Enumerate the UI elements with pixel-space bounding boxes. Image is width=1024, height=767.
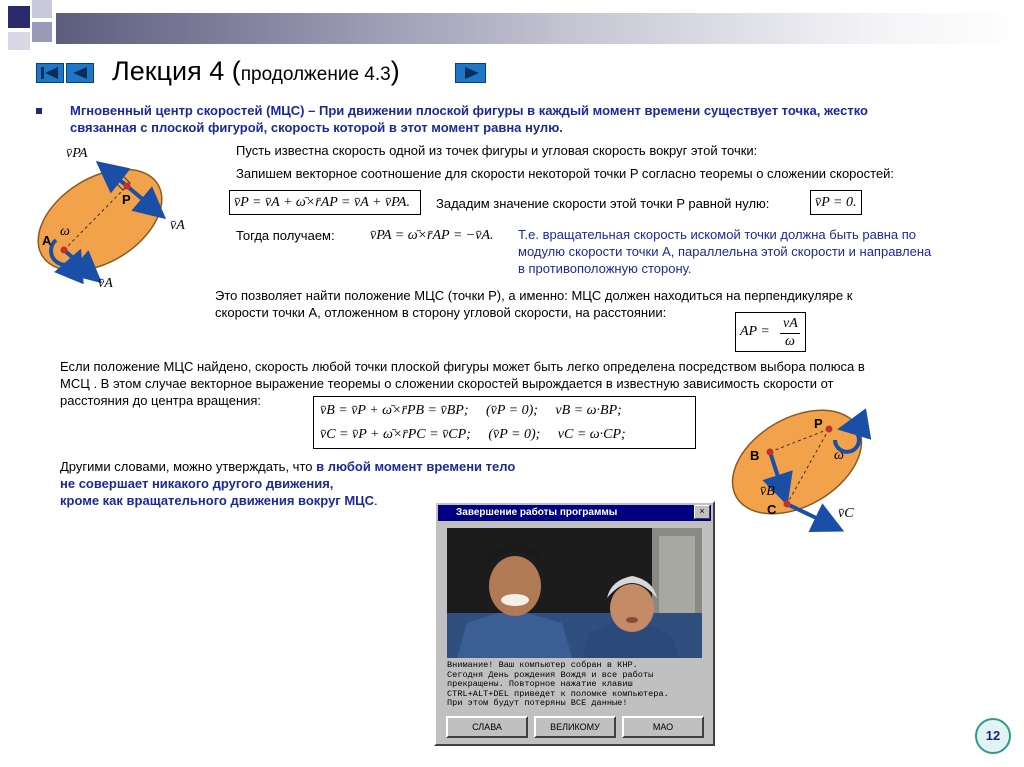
definition-line2: связанная с плоской фигурой, скорость которой в этот момент равна нулю.: [70, 120, 563, 135]
fig2-label-P: P: [814, 416, 823, 431]
para-then-we-get: Тогда получаем:: [236, 228, 335, 243]
fig1-label-omega: ω: [60, 224, 70, 239]
next-slide-button[interactable]: [455, 63, 486, 83]
para-explain-line2: модулю скорости точки А, параллельна этой скорости и направлена: [518, 244, 932, 259]
fig1-label-vPA: v̄PA: [66, 146, 88, 161]
dialog-button-mao[interactable]: МАО: [622, 716, 704, 738]
left-arrow-icon: [67, 64, 93, 82]
prev-slide-button[interactable]: [66, 63, 94, 83]
para-known-velocity: Пусть известна скорость одной из точек фигуры и угловая скорость вокруг этой точки:: [236, 143, 758, 158]
bullet-icon: [36, 108, 42, 114]
dialog-button-great[interactable]: ВЕЛИКОМУ: [534, 716, 616, 738]
fig1-label-A: A: [42, 233, 52, 248]
formula-ap-distance: AP = vA ω: [735, 312, 806, 352]
para-mcs-position-line1: Это позволяет найти положение МЦС (точки P), а именно: МЦС должен находиться на перпендикуляре к: [215, 288, 853, 303]
fig2-label-vC: v̄C: [838, 506, 854, 521]
para-any-point-line2: МСЦ . В этом случае векторное выражение теоремы о сложении скоростей вырождается в известную зависимость скорости от: [60, 376, 834, 391]
para-set-zero: Зададим значение скорости этой точки P равной нулю:: [436, 196, 770, 211]
definition-line1: Мгновенный центр скоростей (МЦС) – При движении плоской фигуры в каждый момент времени существует точка, жестко: [70, 103, 868, 118]
fig2-label-omega: ω: [834, 448, 844, 463]
shutdown-dialog: [434, 501, 715, 746]
para-vector-relation: Запишем векторное соотношение для скорости некоторой точки P согласно теоремы о сложении скоростей:: [236, 166, 895, 181]
definition-term: Мгновенный центр скоростей (МЦС) –: [70, 103, 316, 118]
fig2-label-C: C: [767, 502, 777, 517]
page-number: 12: [975, 718, 1011, 754]
formula-vb: v̄B = v̄P + ω̄×r̄PB = v̄BP; (v̄P = 0); vB = ω·BP;: [320, 403, 622, 418]
dialog-title-bar: [438, 505, 711, 521]
formula-vpa: v̄PA = ω̄×r̄AP = −v̄A.: [370, 228, 494, 243]
formula-vb-vc: [313, 396, 696, 449]
dialog-close-button[interactable]: ×: [694, 505, 710, 519]
formula-velocity-sum: v̄P = v̄A + ω̄×r̄AP = v̄A + v̄PA.: [229, 190, 421, 215]
para-any-point-line3: расстояния до центра вращения:: [60, 393, 262, 408]
first-slide-button[interactable]: [36, 63, 64, 83]
para-mcs-position-line2: скорости точки A, отложенном в сторону угловой скорости, на расстоянии:: [215, 305, 667, 320]
page-title: Лекция 4 (продолжение 4.3): [112, 56, 400, 86]
dialog-message: Внимание! Ваш компьютер собран в КНР. Сегодня День рождения Вождя и все работы прекращены. Повторное нажатие клавиш CTRL+ALT+DEL приведет к поломке компьютера. При этом будут потеряны ВСЕ данные!: [447, 660, 669, 709]
para-explain-line3: в противоположную сторону.: [518, 261, 692, 276]
dialog-title: Завершение работы программы: [456, 507, 618, 518]
fig1-label-vA-right: v̄A: [170, 218, 185, 233]
formula-vc: v̄C = v̄P + ω̄×r̄PC = v̄CP; (v̄P = 0); vC = ω·CP;: [320, 427, 626, 442]
figure-1-velocity-diagram: [30, 142, 200, 292]
dialog-photo: [447, 528, 702, 658]
conclusion-line1: Другими словами, можно утверждать, что в любой момент времени тело: [60, 459, 516, 474]
dialog-button-glory[interactable]: СЛАВА: [446, 716, 528, 738]
right-arrow-icon: [456, 64, 485, 82]
rewind-icon: [37, 64, 63, 82]
formula-vp-zero: v̄P = 0.: [810, 190, 862, 215]
conclusion-line3: кроме как вращательного движения вокруг МЦС.: [60, 493, 378, 508]
para-any-point-line1: Если положение МЦС найдено, скорость любой точки плоской фигуры может быть легко определена посредством выбора полюса в: [60, 359, 865, 374]
fig2-label-B: B: [750, 448, 760, 463]
fig1-label-P: P: [122, 192, 131, 207]
conclusion-line2: не совершает никакого другого движения,: [60, 476, 334, 491]
para-explain-line1: Т.е. вращательная скорость искомой точки должна быть равна по: [518, 227, 917, 242]
fig2-label-vB: v̄B: [760, 484, 775, 499]
fig1-label-vA-bottom: v̄A: [98, 276, 113, 291]
